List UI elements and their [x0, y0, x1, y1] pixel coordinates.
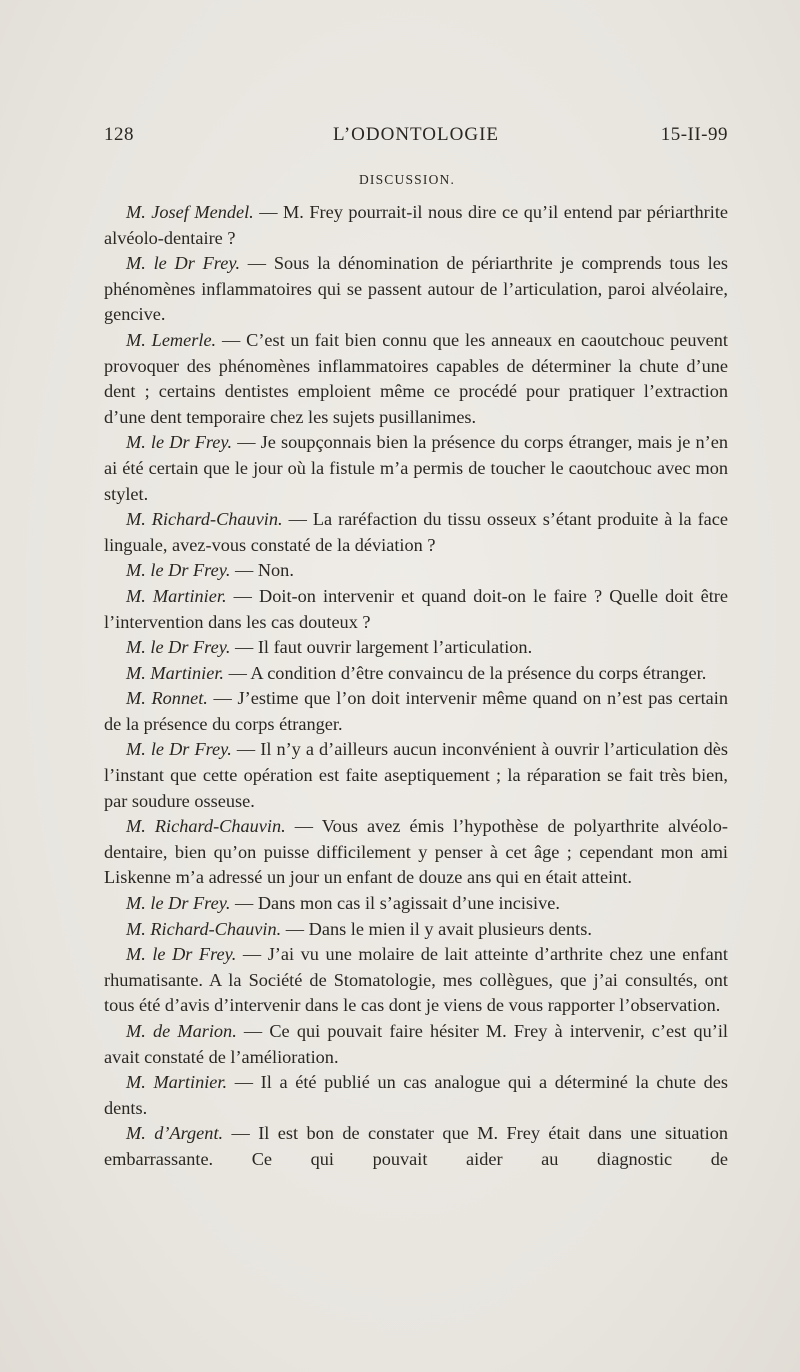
page-number: 128 [104, 124, 134, 145]
running-header [104, 124, 728, 152]
speaker-name: M. Martinier. [126, 662, 225, 683]
paragraph [104, 430, 728, 507]
paragraph-text: — La raréfaction du tissu osseux s’étant produite à la face linguale, avez-vous constaté de la déviation ? [104, 509, 728, 555]
paragraph [104, 1019, 728, 1070]
paragraph-text: — Non. [230, 560, 294, 581]
paragraph [104, 661, 728, 687]
paragraph-text: — A condition d’être convaincu de la présence du corps étranger. [224, 662, 707, 683]
paragraph [104, 507, 728, 558]
paragraph [104, 686, 728, 737]
paragraph-text: — Sous la dénomination de périarthrite je comprends tous les phénomènes inflammatoires qui se passent autour de l’articulation, paroi alvéolaire, gencive. [104, 253, 728, 325]
speaker-name: M. le Dr Frey. [126, 944, 237, 965]
paragraph-text: — Vous avez émis l’hypothèse de polyarthrite alvéolo-dentaire, bien qu’on puisse difficilement y penser à cet âge ; cependant mon ami Liskenne m’a adressé un jour un enfant de douze ans qui en était atteint. [104, 816, 728, 888]
paragraph [104, 1121, 728, 1172]
speaker-name: M. Martinier. [126, 1072, 228, 1093]
paragraph-text: — Doit-on intervenir et quand doit-on le faire ? Quelle doit être l’intervention dans les cas douteux ? [104, 585, 728, 632]
paragraph-text: — Dans le mien il y avait plusieurs dents. [281, 918, 592, 939]
speaker-name: M. Richard-Chauvin. [126, 816, 286, 837]
issue-date: 15-II-99 [660, 124, 728, 145]
paragraph [104, 558, 728, 584]
paragraph [104, 942, 728, 1019]
paragraph-text: — Je soupçonnais bien la présence du corps étranger, mais je n’en ai été certain que le jour où la fistule m’a permis de toucher le caoutchouc avec mon stylet. [104, 432, 728, 504]
paragraph [104, 737, 728, 814]
speaker-name: M. Martinier. [126, 585, 227, 606]
speaker-name: M. le Dr Frey. [126, 432, 233, 453]
discussion-body [104, 200, 728, 1173]
speaker-name: M. le Dr Frey. [126, 560, 231, 581]
paragraph [104, 891, 728, 917]
speaker-name: M. d’Argent. [126, 1123, 224, 1144]
paragraph [104, 328, 728, 430]
speaker-name: M. Ronnet. [126, 688, 208, 709]
speaker-name: M. de Marion. [126, 1021, 237, 1041]
section-title: DISCUSSION. [358, 172, 456, 187]
speaker-name: M. Richard-Chauvin. [126, 509, 283, 530]
speaker-name: M. Josef Mendel. [126, 202, 254, 222]
paragraph [104, 251, 728, 328]
paragraph-text: — M. Frey pourrait-il nous dire ce qu’il entend par périarthrite alvéolo-dentaire ? [104, 202, 729, 248]
paragraph [104, 814, 728, 891]
speaker-name: M. le Dr Frey. [126, 739, 232, 760]
paragraph-text: — J’estime que l’on doit intervenir même quand on n’est pas certain de la présence du corps étranger. [104, 688, 728, 734]
paragraph-text: — Dans mon cas il s’agissait d’une incisive. [230, 893, 560, 914]
speaker-name: M. Richard-Chauvin. [126, 918, 282, 939]
paragraph-text: — Il a été publié un cas analogue qui a déterminé la chute des dents. [104, 1072, 728, 1118]
speaker-name: M. Lemerle. [126, 329, 217, 350]
paragraph [104, 917, 728, 943]
paragraph [104, 584, 728, 635]
paragraph-text: — Ce qui pouvait faire hésiter M. Frey à intervenir, c’est qu’il avait constaté de l’amélioration. [104, 1021, 728, 1067]
paragraph-text: — Il faut ouvrir largement l’articulation. [230, 637, 533, 658]
paragraph [104, 1070, 728, 1121]
paragraph-text: — Il n’y a d’ailleurs aucun inconvénient à ouvrir l’articulation dès l’instant que cette opération est faite aseptiquement ; la réparation se fait très bien, par soudure osseuse. [104, 739, 729, 811]
running-title: L’ODONTOLOGIE [332, 124, 500, 145]
paragraph [104, 200, 728, 251]
paragraph-text: — J’ai vu une molaire de lait atteinte d’arthrite chez une enfant rhumatisante. A la Société de Stomatologie, mes collègues, que j’ai consultés, ont tous été d’avis d’intervenir dans le cas dont je viens de vous rapporter l’observation. [104, 944, 728, 1016]
paragraph-text: — C’est un fait bien connu que les anneaux en caoutchouc peuvent provoquer des phénomènes inflammatoires capables de déterminer la chute d’une dent ; certains dentistes emploient même ce procédé pour pratiquer l’extraction d’une dent temporaire chez les sujets pusillanimes. [104, 329, 728, 427]
speaker-name: M. le Dr Frey. [126, 893, 231, 914]
paragraph [104, 635, 728, 661]
speaker-name: M. le Dr Frey. [126, 637, 231, 658]
speaker-name: M. le Dr Frey. [126, 253, 241, 274]
paragraph-text: — Il est bon de constater que M. Frey était dans une situation embarrassante. Ce qui pouvait aider au diagnostic de [104, 1123, 728, 1169]
